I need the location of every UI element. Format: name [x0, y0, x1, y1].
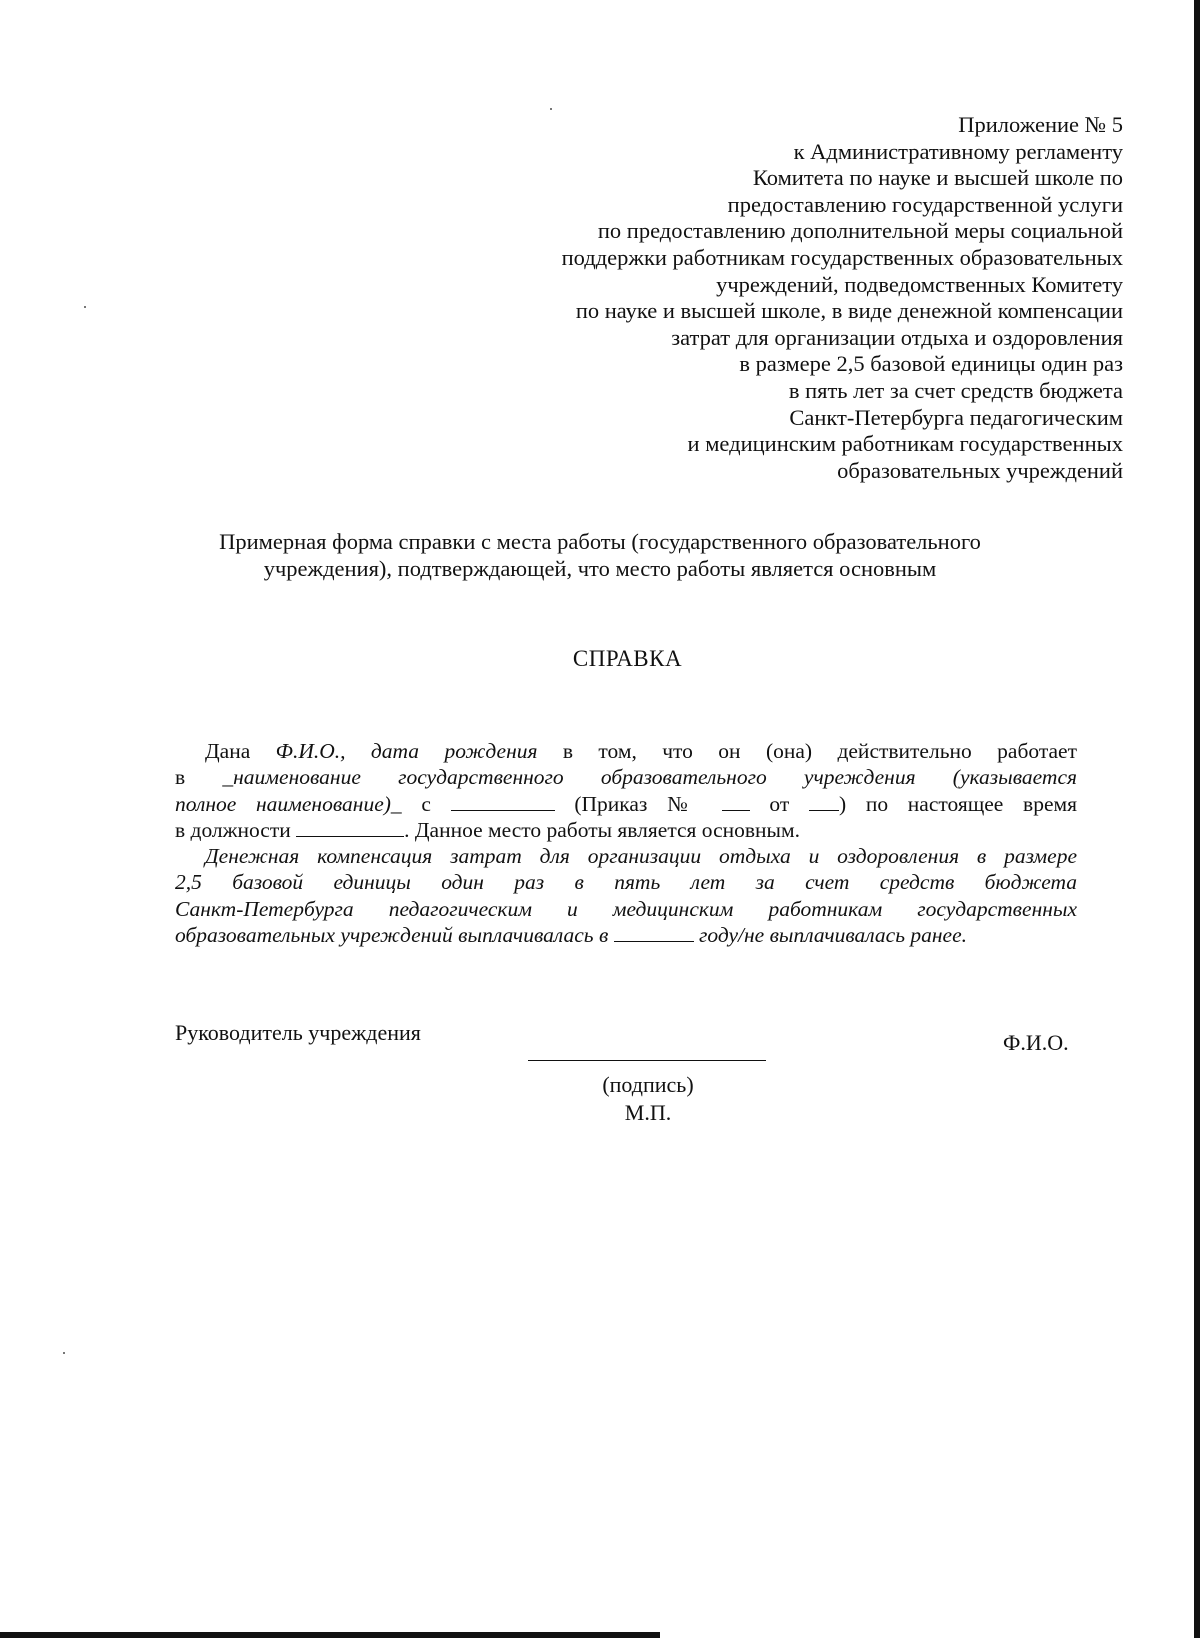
body-text-works: в том, что он (она) действительно работает — [562, 739, 1077, 763]
compensation-text: образовательных учреждений выплачивалась в — [175, 923, 609, 948]
scan-speck — [63, 1352, 65, 1354]
body-line — [175, 764, 1077, 790]
appendix-line: Приложение № 5 — [958, 112, 1123, 137]
body-text-in: в — [175, 765, 186, 790]
compensation-text: году/не выплачивалась ранее. — [699, 923, 967, 948]
appendix-line: и медицинским работникам государственных — [687, 431, 1123, 457]
compensation-text: Денежная компенсация затрат для организации отдыха и оздоровления в размере — [205, 844, 1077, 869]
head-of-institution-label: Руководитель учреждения — [175, 1020, 421, 1045]
certificate-body — [175, 738, 1077, 948]
body-text-main-workplace: . Данное место работы является основным. — [404, 817, 800, 842]
scan-speck — [550, 108, 552, 110]
form-caption-line: Примерная форма справки с места работы (государственного образовательного — [219, 529, 981, 554]
form-caption — [150, 528, 1050, 582]
appendix-line: к Административному регламенту — [793, 138, 1123, 164]
scan-speck — [84, 306, 86, 308]
year-blank — [614, 923, 694, 942]
fio-placeholder: Ф.И.О., — [275, 739, 346, 763]
institution-placeholder: _наименование государственного образовательного учреждения (указывается — [222, 765, 1077, 790]
scan-edge-bottom — [0, 1632, 660, 1638]
appendix-line: по науке и высшей школе, в виде денежной компенсации — [575, 298, 1123, 324]
appendix-line: затрат для организации отдыха и оздоровления — [671, 324, 1123, 350]
start-date-blank — [451, 792, 555, 811]
appendix-line: предоставлению государственной услуги — [727, 191, 1123, 217]
appendix-line: Комитета по науке и высшей школе по — [752, 165, 1123, 191]
order-date-blank — [809, 792, 839, 811]
signature-caption: (подпись) — [602, 1072, 694, 1097]
order-number-blank — [722, 792, 750, 811]
body-line — [175, 738, 1077, 764]
document-title: СПРАВКА — [572, 646, 683, 671]
position-blank — [296, 818, 404, 837]
scan-edge-right — [1194, 0, 1200, 1638]
body-text-present: ) по настоящее время — [838, 791, 1077, 816]
institution-text: наименование государственного образовательного учреждения (указывается — [233, 765, 1077, 790]
stamp-mark: М.П. — [624, 1100, 672, 1125]
body-line — [175, 869, 1077, 895]
appendix-line: в размере 2,5 базовой единицы один раз — [739, 351, 1123, 377]
order-of-label: от — [769, 791, 790, 816]
position-label: в должности — [175, 817, 291, 842]
appendix-line: образовательных учреждений — [837, 457, 1123, 483]
compensation-text: 2,5 базовой единицы один раз в пять лет за счет средств бюджета — [175, 870, 1077, 895]
body-line — [175, 843, 1077, 869]
appendix-line: по предоставлению дополнительной меры социальной — [597, 218, 1123, 244]
signature-line — [528, 1060, 766, 1061]
underscore: _ — [390, 791, 402, 816]
body-line — [175, 896, 1077, 922]
appendix-line: Санкт-Петербурга педагогическим — [789, 404, 1123, 430]
compensation-text: Санкт-Петербурга педагогическим и медицинским работникам государственных — [175, 896, 1077, 921]
body-line — [175, 922, 1077, 948]
body-text-from: с — [421, 791, 431, 816]
appendix-header — [562, 112, 1123, 484]
form-caption-line: учреждения), подтверждающей, что место работы является основным — [263, 556, 937, 581]
full-name-placeholder: полное наименование) — [175, 791, 391, 816]
body-line — [175, 817, 1077, 843]
order-label: (Приказ № — [574, 791, 702, 816]
head-fio: Ф.И.О. — [1003, 1030, 1069, 1055]
birth-date-placeholder: дата рождения — [370, 739, 538, 763]
appendix-line: учреждений, подведомственных Комитету — [716, 271, 1123, 297]
appendix-line: поддержки работникам государственных образовательных — [561, 244, 1123, 270]
appendix-line: в пять лет за счет средств бюджета — [788, 377, 1123, 403]
body-text-given: Дана — [205, 739, 251, 763]
body-line — [175, 791, 1077, 817]
